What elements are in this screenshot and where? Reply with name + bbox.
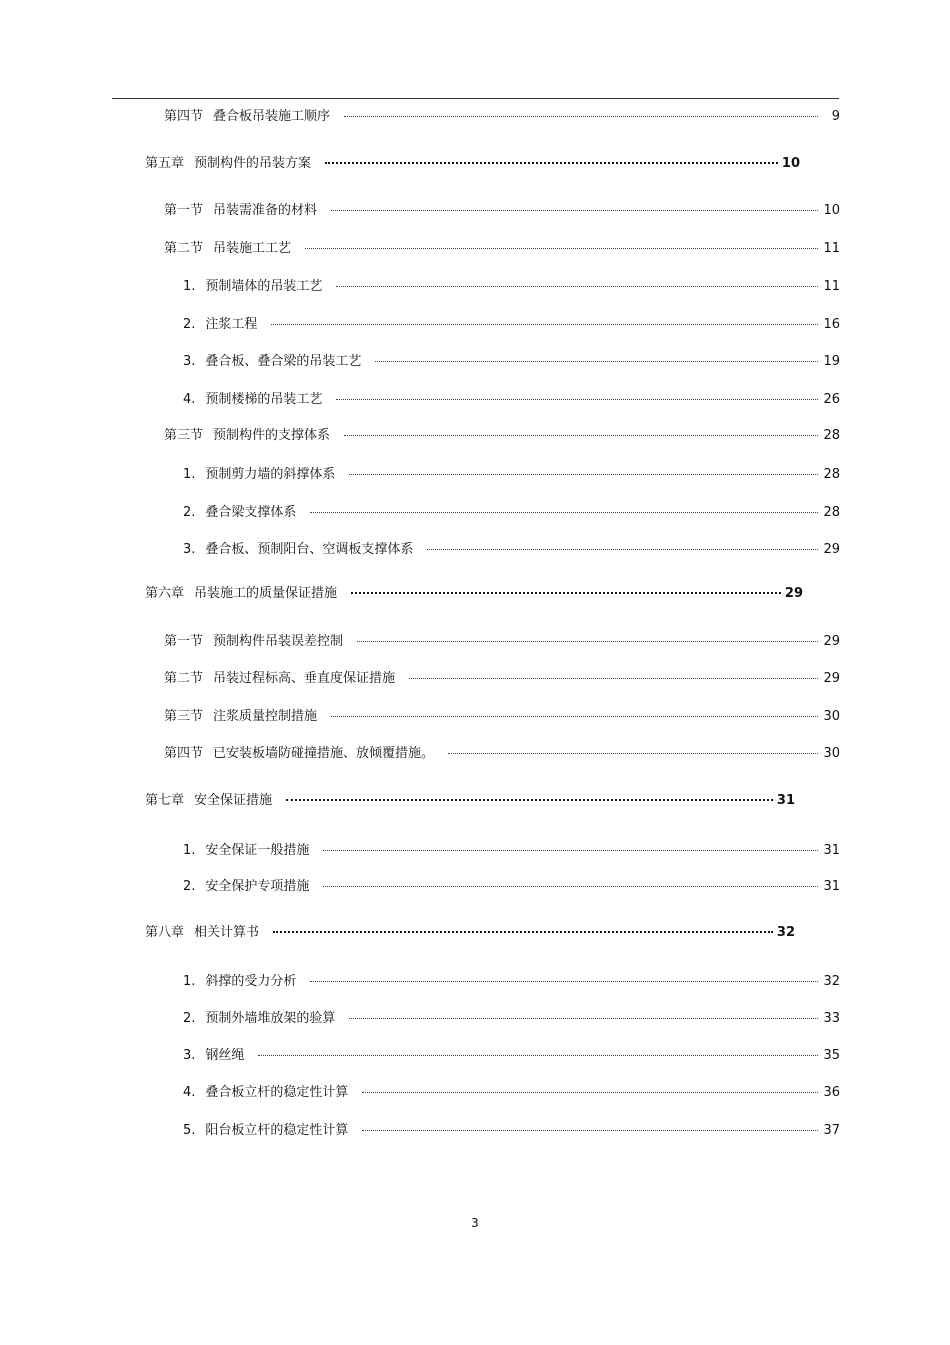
toc-leader-dots <box>258 1055 818 1056</box>
toc-entry[interactable] <box>164 108 840 126</box>
toc-entry-page: 26 <box>823 392 840 407</box>
toc-entry[interactable] <box>183 1047 840 1065</box>
toc-leader-dots <box>305 248 818 249</box>
toc-entry-title: 斜撑的受力分析 <box>205 974 297 989</box>
toc-entry-title: 叠合板、叠合梁的吊装工艺 <box>205 354 362 369</box>
toc-entry[interactable] <box>183 1084 840 1102</box>
toc-entry-number: 第五章 <box>145 156 185 171</box>
toc-leader-dots <box>325 162 778 164</box>
toc-entry-page: 29 <box>823 634 840 649</box>
toc-entry[interactable] <box>164 240 840 258</box>
toc-entry-number: 第四节 <box>164 746 204 761</box>
toc-entry-number: 第一节 <box>164 634 204 649</box>
toc-entry-number: 3. <box>183 1048 196 1063</box>
toc-entry-number: 第四节 <box>164 109 204 124</box>
toc-entry-title: 预制剪力墙的斜撑体系 <box>205 467 336 482</box>
toc-entry-number: 3. <box>183 542 196 557</box>
toc-entry-number: 4. <box>183 392 196 407</box>
toc-entry-number: 3. <box>183 354 196 369</box>
toc-entry-number: 第八章 <box>145 925 185 940</box>
toc-leader-dots <box>331 716 818 717</box>
toc-entry-number: 1. <box>183 467 196 482</box>
toc-entry-title: 叠合梁支撑体系 <box>205 505 297 520</box>
toc-leader-dots <box>323 886 818 887</box>
toc-leader-dots <box>448 753 818 754</box>
toc-entry-number: 第三节 <box>164 709 204 724</box>
toc-entry-title: 已安装板墙防碰撞措施、放倾覆措施。 <box>213 746 435 761</box>
toc-entry-number: 第三节 <box>164 428 204 443</box>
toc-entry-title: 注浆工程 <box>205 317 258 332</box>
toc-leader-dots <box>362 1130 818 1131</box>
toc-entry-page: 10 <box>781 156 800 171</box>
toc-entry[interactable] <box>183 316 840 334</box>
toc-leader-dots <box>310 512 818 513</box>
toc-entry-number: 2. <box>183 1011 196 1026</box>
toc-leader-dots <box>310 981 818 982</box>
toc-entry-title: 安全保护专项措施 <box>205 879 310 894</box>
toc-entry-page: 11 <box>823 241 840 256</box>
toc-entry-chapter[interactable] <box>145 792 795 810</box>
toc-entry-chapter[interactable] <box>145 155 800 173</box>
toc-entry-page: 35 <box>823 1048 840 1063</box>
toc-entry[interactable] <box>183 1122 840 1140</box>
toc-entry[interactable] <box>183 842 840 860</box>
toc-entry-title: 预制构件吊装误差控制 <box>213 634 344 649</box>
toc-entry-page: 33 <box>823 1011 840 1026</box>
toc-entry-title: 叠合板立杆的稳定性计算 <box>205 1085 349 1100</box>
toc-leader-dots <box>336 399 818 400</box>
toc-entry-title: 吊装施工工艺 <box>213 241 292 256</box>
toc-entry[interactable] <box>183 1010 840 1028</box>
toc-leader-dots <box>409 678 818 679</box>
toc-entry-page: 37 <box>823 1123 840 1138</box>
toc-entry-title: 预制构件的支撑体系 <box>213 428 331 443</box>
toc-entry-title: 叠合板、预制阳台、空调板支撑体系 <box>205 542 414 557</box>
toc-entry-chapter[interactable] <box>145 924 795 942</box>
toc-entry-page: 28 <box>823 467 840 482</box>
toc-leader-dots <box>362 1092 818 1093</box>
toc-entry[interactable] <box>183 353 840 371</box>
toc-entry-page: 10 <box>823 203 840 218</box>
toc-entry-title: 相关计算书 <box>194 925 260 940</box>
toc-entry-number: 4. <box>183 1085 196 1100</box>
toc-entry-title: 吊装施工的质量保证措施 <box>194 586 338 601</box>
toc-leader-dots <box>331 210 818 211</box>
toc-leader-dots <box>349 474 818 475</box>
toc-entry-number: 2. <box>183 505 196 520</box>
toc-entry[interactable] <box>183 278 840 296</box>
toc-entry-number: 5. <box>183 1123 196 1138</box>
toc-entry-title: 叠合板吊装施工顺序 <box>213 109 331 124</box>
toc-entry-number: 2. <box>183 317 196 332</box>
toc-entry-page: 29 <box>823 542 840 557</box>
toc-entry-number: 1. <box>183 974 196 989</box>
toc-entry-title: 预制墙体的吊装工艺 <box>205 279 323 294</box>
toc-entry-title: 吊装需准备的材料 <box>213 203 318 218</box>
toc-entry-title: 预制构件的吊装方案 <box>194 156 312 171</box>
toc-entry[interactable] <box>183 878 840 896</box>
toc-leader-dots <box>375 361 818 362</box>
toc-entry-page: 11 <box>823 279 840 294</box>
toc-entry[interactable] <box>183 466 840 484</box>
toc-entry[interactable] <box>164 708 840 726</box>
toc-leader-dots <box>323 850 818 851</box>
toc-entry-title: 预制楼梯的吊装工艺 <box>205 392 323 407</box>
toc-entry-number: 第二节 <box>164 671 204 686</box>
toc-leader-dots <box>286 799 773 801</box>
toc-leader-dots <box>344 116 818 117</box>
toc-entry-title: 安全保证一般措施 <box>205 843 310 858</box>
toc-entry-page: 19 <box>823 354 840 369</box>
toc-entry[interactable] <box>183 973 840 991</box>
toc-entry-page: 31 <box>823 843 840 858</box>
toc-leader-dots <box>271 324 818 325</box>
toc-entry[interactable] <box>183 541 840 559</box>
toc-entry[interactable] <box>164 427 840 445</box>
toc-entry-number: 第六章 <box>145 586 185 601</box>
toc-entry-title: 吊装过程标高、垂直度保证措施 <box>213 671 396 686</box>
toc-entry[interactable] <box>164 670 840 688</box>
toc-entry-number: 1. <box>183 279 196 294</box>
toc-entry[interactable] <box>164 633 840 651</box>
toc-leader-dots <box>344 435 818 436</box>
toc-entry-page: 29 <box>823 671 840 686</box>
toc-entry[interactable] <box>164 202 840 220</box>
toc-entry-page: 28 <box>823 428 840 443</box>
toc-entry-page: 30 <box>823 709 840 724</box>
toc-leader-dots <box>427 549 818 550</box>
toc-entry-number: 1. <box>183 843 196 858</box>
toc-entry-number: 第一节 <box>164 203 204 218</box>
toc-entry-page: 9 <box>831 109 840 124</box>
toc-entry-title: 预制外墙堆放架的验算 <box>205 1011 336 1026</box>
toc-entry-page: 29 <box>784 586 803 601</box>
toc-entry-title: 阳台板立杆的稳定性计算 <box>205 1123 349 1138</box>
toc-entry-page: 36 <box>823 1085 840 1100</box>
toc-leader-dots <box>349 1018 818 1019</box>
toc-entry-title: 安全保证措施 <box>194 793 273 808</box>
toc-entry-page: 31 <box>823 879 840 894</box>
toc-entry[interactable] <box>164 745 840 763</box>
toc-leader-dots <box>336 286 818 287</box>
toc-entry-title: 注浆质量控制措施 <box>213 709 318 724</box>
toc-entry-number: 第七章 <box>145 793 185 808</box>
toc-entry-page: 32 <box>776 925 795 940</box>
toc-entry-page: 32 <box>823 974 840 989</box>
toc-leader-dots <box>351 592 781 594</box>
toc-entry-page: 31 <box>776 793 795 808</box>
toc-entry-number: 2. <box>183 879 196 894</box>
toc-entry-title: 钢丝绳 <box>205 1048 245 1063</box>
toc-entry[interactable] <box>183 504 840 522</box>
toc-entry[interactable] <box>183 391 840 409</box>
toc-entry-chapter[interactable] <box>145 585 803 603</box>
toc-entry-page: 30 <box>823 746 840 761</box>
toc-entry-number: 第二节 <box>164 241 204 256</box>
toc-entry-page: 28 <box>823 505 840 520</box>
toc-leader-dots <box>273 931 773 933</box>
toc-entry-page: 16 <box>823 317 840 332</box>
page-number: 3 <box>471 1216 479 1230</box>
toc-leader-dots <box>357 641 818 642</box>
